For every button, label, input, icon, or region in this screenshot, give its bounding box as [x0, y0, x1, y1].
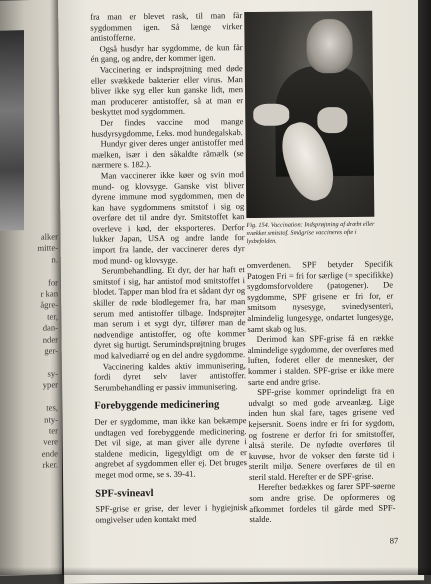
- left-page-photo: [0, 30, 24, 231]
- paragraph: SPF-grise kommer oprindeligt fra en udvalgt so med gode arveanlæg. Lige inden hun skal fare, tages grisene ved kejsersnit. Soens indre er fri for sygdom, og fostrene er derfor fri for smitstoffer, altså sterile. De nyfødte overføres til kuvøse, hvor de vokser den første tid i sterilt miljø. Senere overføres de til en steril stald. Herefter er de SPF-grise.: [248, 385, 396, 482]
- left-line: dan-: [42, 322, 58, 333]
- left-line: alker: [40, 231, 58, 242]
- paragraph: Der er sygdomme, man ikke kan bekæmpe undtagen ved forebyggende medicinering. Det vil sige, at man giver alle dyrene i staldene medicin, ligegyldigt om de er angrebet af sygdommen eller ej. Det bruges meget mod orme, se s. 39-41.: [94, 415, 247, 480]
- paragraph: Hundyr giver deres unger antistoffer med mælken, især i den såkaldte råmælk (se nærmere s. 182.).: [91, 137, 244, 170]
- left-page-text: [6, 231, 58, 472]
- left-line: vere: [43, 436, 58, 447]
- left-line: nder: [42, 333, 58, 345]
- vaccination-photo: [244, 11, 374, 218]
- photo-hand: [253, 104, 289, 126]
- left-line: ter: [48, 425, 58, 436]
- paragraph: Herefter bedækkes og farer SPF-søerne som andre grise. De opformeres og afkommet fordeles til gårde med SPF-stalde.: [249, 480, 396, 525]
- bottom-shadow: [0, 567, 431, 575]
- paragraph: Der findes vaccine mod mange husdyrsygdomme, f.eks. mod hundegalskab.: [91, 116, 244, 139]
- section-heading: Forebyggende medicinering: [94, 399, 220, 413]
- text-column-right: [247, 259, 396, 525]
- left-page: [0, 0, 62, 576]
- left-line: ågre-: [40, 299, 58, 311]
- paragraph: SPF-grise er grise, der lever i hygiejnisk omgivelser uden kontakt med: [95, 502, 248, 525]
- left-line: ter,: [47, 311, 58, 322]
- paragraph: fra man er blevet rask, til man får sygdommen igen. Så længe virker antistofferne.: [90, 10, 243, 43]
- left-line: ger-: [44, 345, 58, 356]
- left-line: n.: [51, 254, 58, 265]
- left-line: nty-: [44, 413, 58, 425]
- left-line: ende: [41, 448, 58, 459]
- left-line: sy-: [47, 368, 58, 379]
- page-number: 87: [389, 535, 399, 546]
- left-line: for: [47, 276, 58, 288]
- paragraph: omverdenen. SPF betyder Specifik Patogen Fri = fri for særlige (= specifikke) sygdomsforvoldere (patogener). De sygdomme, SPF grisene er fri for, er smitsom nysesyge, svinedysenteri, almindelig lungesyge, ondartet lungesyge, samt skab og lus.: [246, 258, 394, 334]
- photo-man-face: [306, 19, 353, 73]
- left-line: r kan: [40, 288, 58, 299]
- text-column-left: [90, 10, 247, 525]
- left-line: rker.: [42, 459, 58, 470]
- paragraph: Serumbehandling. Et dyr, der har haft et smitstof i sig, har antistof mod smitstoffet i blodet. Tapper man blod fra et sådant dyr og skiller de røde blodlegemer fra, har man serum med antistoffer tilbage. Indsprøjter man serum i et sygt dyr, tilfører man de nødvendige antistoffer, og ofte kommer dyret sig hurtigt. Serumindsprøjtning bruges mod kalvediarré og en del andre sygdomme.: [92, 264, 246, 361]
- paragraph: Også husdyr har sygdomme, de kun får én gang, og andre, der kommer igen.: [90, 41, 243, 65]
- paragraph: Vaccinering er indsprøjtning med døde eller svækkede bakterier eller virus. Man bliver ikke syg eller kun ganske lidt, men man producerer antistoffer, så at man er beskyttet mod sygdommen.: [90, 63, 244, 118]
- left-line: mitte-: [37, 242, 58, 254]
- left-line: tes,: [46, 402, 58, 413]
- paragraph: Derimod kan SPF-grise få en række almindelige sygdomme, der overføres med luften, foderet eller de mennesker, der kommer i stalden. SPF-grise er ikke mere sarte end andre grise.: [247, 332, 395, 387]
- book-page: [58, 0, 424, 584]
- section-heading: SPF-svineavl: [95, 487, 154, 500]
- background-edge: [418, 0, 431, 575]
- paragraph: Man vaccinerer ikke køer og svin mod mund- og klovsyge. Ganske vist bliver dyrene immune mod sygdommen, men de kan have sygdommens smitstof i sig og overføre det til andre dyr. Smitstoffet kan overleve i kød, der eksporteres. Derfor lukker Japan, USA og andre lande for import fra lande, der vaccinerer deres dyr mod mund- og klovsyge.: [91, 168, 245, 266]
- left-line: yper: [42, 379, 58, 390]
- paragraph: Vaccinering kaldes aktiv immunisering, fordi dyret selv laver antistoffer. Serumbehandling er passiv immunisering.: [93, 359, 247, 393]
- photo-hand: [317, 107, 347, 133]
- figure-caption: Fig. 154. Vaccination: Indsprøjtning af dræbt eller svækket smitstof. Smågrise vaccineres ofte i lysbefolden.: [246, 220, 375, 245]
